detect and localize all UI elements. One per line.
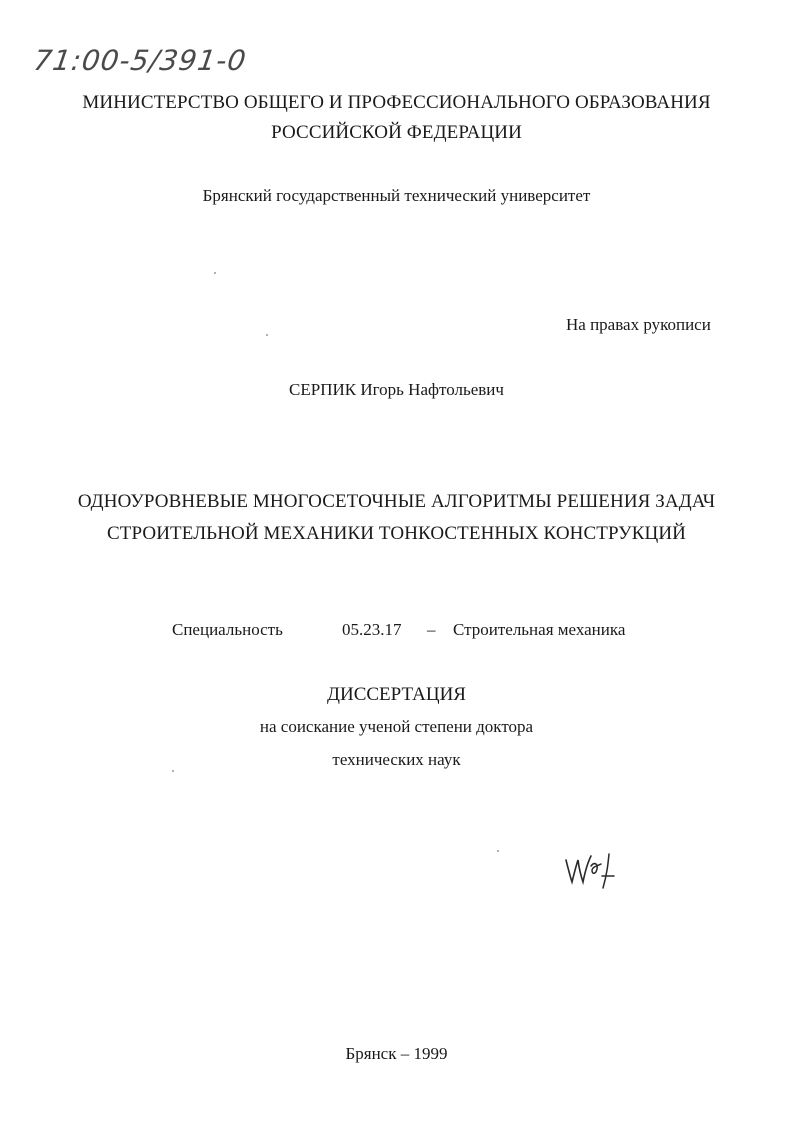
- ministry-line-2: РОССИЙСКОЙ ФЕДЕРАЦИИ: [271, 122, 522, 143]
- specialty-name: Строительная механика: [453, 620, 626, 639]
- degree-line-1: на соискание ученой степени доктора: [259, 717, 534, 736]
- degree-line-2: технических наук: [332, 750, 461, 769]
- specialty-label: Специальность: [172, 620, 283, 639]
- author-name: СЕРПИК Игорь Нафтольевич: [289, 380, 504, 399]
- scan-speck: [172, 770, 174, 772]
- dissertation-type: ДИССЕРТАЦИЯ: [327, 684, 466, 705]
- dissertation-title-line-2: СТРОИТЕЛЬНОЙ МЕХАНИКИ ТОНКОСТЕННЫХ КОНСТРУКЦИЙ: [107, 523, 686, 544]
- manuscript-rights-note: На правах рукописи: [566, 315, 711, 334]
- dissertation-title-line-1: ОДНОУРОВНЕВЫЕ МНОГОСЕТОЧНЫЕ АЛГОРИТМЫ РЕШЕНИЯ ЗАДАЧ: [77, 491, 716, 512]
- university-name: Брянский государственный технический университет: [202, 186, 591, 205]
- specialty-dash: –: [427, 620, 436, 639]
- scan-speck: [497, 850, 499, 852]
- scan-speck: [266, 334, 268, 336]
- city-year: Брянск – 1999: [345, 1044, 448, 1063]
- ministry-line-1: МИНИСТЕРСТВО ОБЩЕГО И ПРОФЕССИОНАЛЬНОГО ОБРАЗОВАНИЯ: [82, 92, 711, 113]
- specialty-code: 05.23.17: [342, 620, 402, 639]
- scan-speck: [214, 272, 216, 274]
- archive-number-handwritten: 71:00-5/391-0: [31, 44, 249, 77]
- author-signature: [562, 846, 622, 896]
